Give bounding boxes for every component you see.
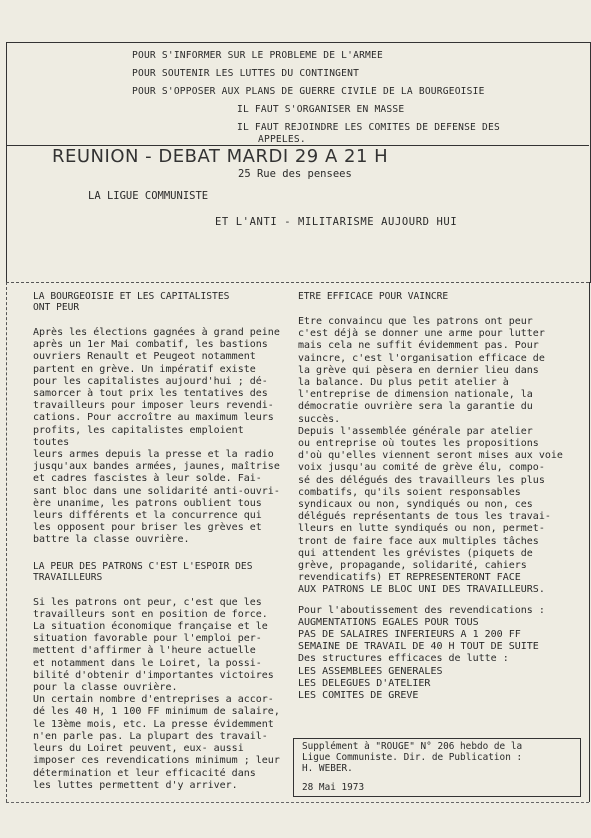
left-heading-2: LA PEUR DES PATRONS C'EST L'ESPOIR DES TRAVAILLEURS <box>33 560 253 583</box>
structure-item: LES COMITES DE GREVE <box>298 690 419 702</box>
demand-item: AUGMENTATIONS EGALES POUR TOUS <box>298 616 479 628</box>
publication-info: Supplément à "ROUGE" N° 206 hebdo de la Ligue Communiste. Dir. de Publication : H. WEBER. <box>302 741 523 774</box>
publication-date: 28 Mai 1973 <box>302 782 365 793</box>
bottom-divider <box>6 802 589 803</box>
structure-item: LES ASSEMBLEES GENERALES <box>298 665 443 677</box>
left-column <box>33 291 285 792</box>
header-line-6: APPELES. <box>258 134 306 145</box>
left-body-1: Après les élections gagnées à grand peine après un 1er Mai combatif, les bastions ouvriers Renault et Peugeot notamment partent en grève. Un impératif existe pour les capitalistes aujourd'hui ; dé- samorcer à tout prix les tentatives des travailleurs pour imposer leurs revendi- cations. Pour accroître au maximum leurs profits, les capitalistes emploient toutes leurs armes depuis la presse et la radio jusqu'aux bandes armées, jaunes, maîtrise et cadres fascistes à leur solde. Fai- sant bloc dans une solidarité anti-ouvri- ère unanime, les patrons oublient tous leurs différents et la concurrence qui les opposent pour briser les grèves et battre la classe ouvrière. <box>33 327 280 546</box>
header-line-4: IL FAUT S'ORGANISER EN MASSE <box>237 104 405 115</box>
demand-item: PAS DE SALAIRES INFERIEURS A 1 200 FF <box>298 629 521 641</box>
left-border <box>6 282 7 802</box>
header-line-3: POUR S'OPPOSER AUX PLANS DE GUERRE CIVILE DE LA BOURGEOISIE <box>132 86 485 97</box>
right-column <box>298 291 580 702</box>
left-heading-1: LA BOURGEOISIE ET LES CAPITALISTES ONT PEUR <box>33 291 230 313</box>
meeting-topic: ET L'ANTI - MILITARISME AUJOURD HUI <box>215 216 458 228</box>
publication-box <box>293 738 581 797</box>
right-border <box>589 282 590 802</box>
divider-line-columns <box>6 282 589 283</box>
meeting-title: REUNION - DEBAT MARDI 29 A 21 H <box>52 146 389 167</box>
meeting-organizer: LA LIGUE COMMUNISTE <box>88 190 209 202</box>
demand-item: SEMAINE DE TRAVAIL DE 40 H TOUT DE SUITE <box>298 641 539 653</box>
header-line-5: IL FAUT REJOINDRE LES COMITES DE DEFENSE DES <box>237 122 500 133</box>
structure-item: LES DELEGUES D'ATELIER <box>298 677 431 689</box>
left-body-2: Si les patrons ont peur, c'est que les travailleurs sont en position de force. La situation économique française et le situation favorable pour l'emploi per- mettent d'affirmer à l'heure actuelle et notamment dans le Loiret, la possi- bilité d'obtenir d'importantes victoires pour la classe ouvrière. Un certain nombre d'entreprises a accor- dé les 40 H, 1 100 FF minimum de salaire, le 13ème mois, etc. La presse évidemment n'en parle pas. La plupart des travail- leurs du Loiret peuvent, eux- aussi imposer ces revendications minimum ; leur détermination et leur efficacité dans les luttes permettent d'y arriver. <box>33 596 280 791</box>
right-body-1: Etre convaincu que les patrons ont peur c'est déjà se donner une arme pour lutter mais cela ne suffit évidemment pas. Pour vaincre, c'est l'organisation efficace de la grève qui pèsera en dernier lieu dans la balance. Du plus petit atelier à l'entreprise de dimension nationale, la démocratie ouvrière sera la garantie du succès. Depuis l'assemblée générale par atelier ou entreprise où toutes les propositions d'où qu'elles viennent seront mises aux voie voix jusqu'au comité de grève élu, compo- sé des délégués des travailleurs les plus combatifs, qu'ils soient responsables syndicaux ou non, syndiqués ou non, ces délégués représentants de tous les travai- lleurs en lutte syndiqués ou non, permet- tront de faire face aux multiples tâches qui attendent les grévistes (piquets de grève, propagande, solidarité, cahiers revendicatifs) ET REPRESENTERONT FACE AUX PATRONS LE BLOC UNI DES TRAVAILLEURS. <box>298 316 563 596</box>
structures-intro: Des structures efficaces de lutte : <box>298 653 509 665</box>
right-heading: ETRE EFFICACE POUR VAINCRE <box>298 291 449 302</box>
header-line-1: POUR S'INFORMER SUR LE PROBLEME DE L'ARMEE <box>132 50 383 61</box>
header-line-2: POUR SOUTENIR LES LUTTES DU CONTINGENT <box>132 68 360 79</box>
meeting-address: 25 Rue des pensees <box>238 168 352 180</box>
demands-intro: Pour l'aboutissement des revendications : <box>298 604 545 616</box>
